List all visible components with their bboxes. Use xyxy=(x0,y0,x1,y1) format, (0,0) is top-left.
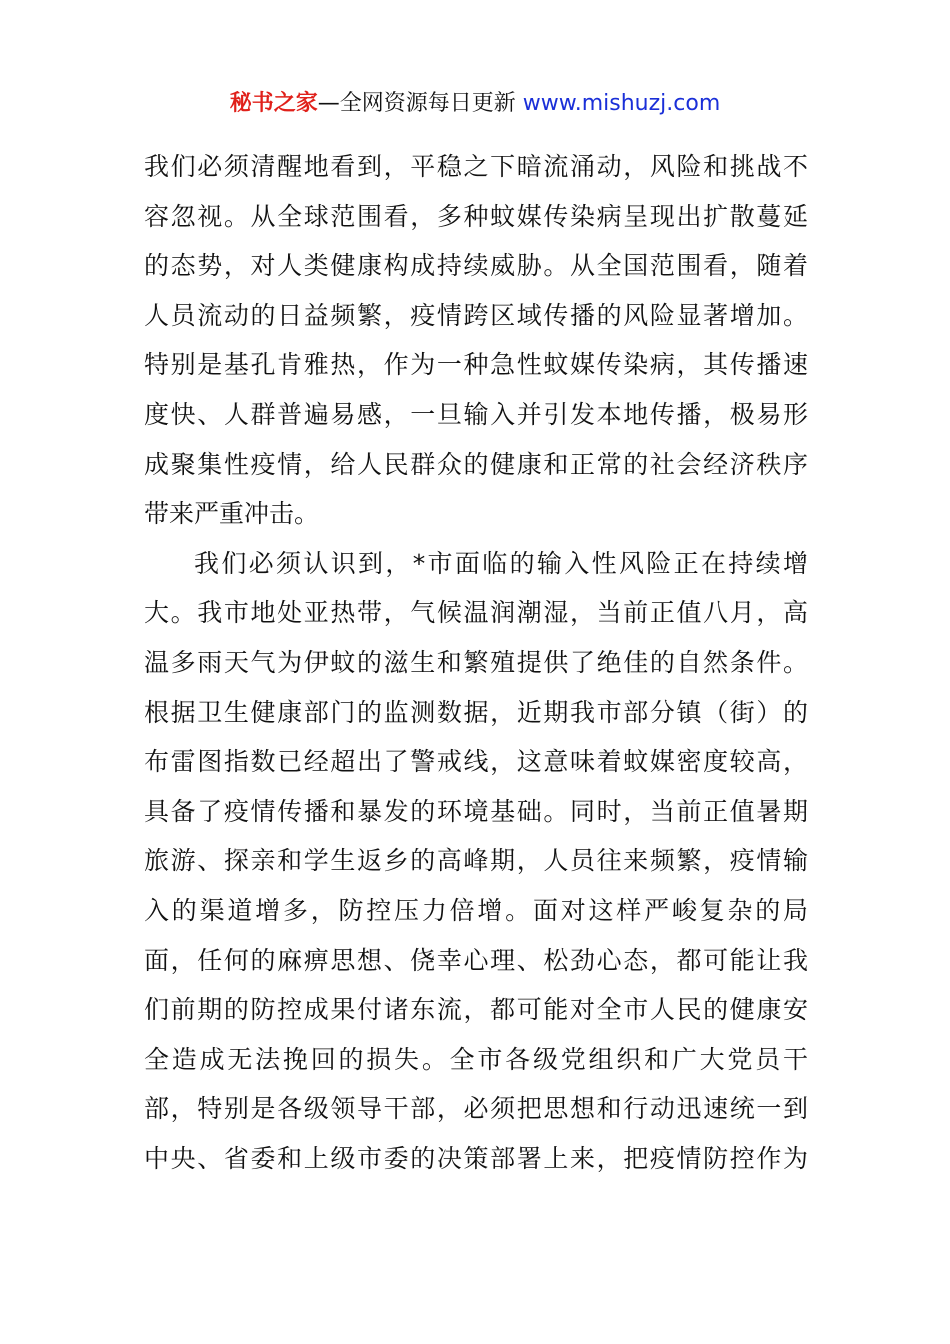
text-line: 温多雨天气为伊蚊的滋生和繁殖提供了绝佳的自然条件。 xyxy=(144,647,808,677)
text-line: 部，特别是各级领导干部，必须把思想和行动迅速统一到 xyxy=(144,1094,808,1124)
paragraph-1 xyxy=(144,142,808,539)
text-line: 的态势，对人类健康构成持续威胁。从全国范围看，随着 xyxy=(144,251,808,281)
header-tagline: —全网资源每日更新 xyxy=(317,91,523,116)
text-line: 我们必须认识到，*市面临的输入性风险正在持续增 xyxy=(194,548,808,578)
text-line: 中央、省委和上级市委的决策部署上来，把疫情防控作为 xyxy=(144,1143,808,1173)
text-line: 带来严重冲击。 xyxy=(144,499,320,529)
text-line: 根据卫生健康部门的监测数据，近期我市部分镇（街）的 xyxy=(144,697,808,727)
text-line: 们前期的防控成果付诸东流，都可能对全市人民的健康安 xyxy=(144,995,808,1025)
text-line: 具备了疫情传播和暴发的环境基础。同时，当前正值暑期 xyxy=(144,796,808,826)
text-line: 大。我市地处亚热带，气候温润潮湿，当前正值八月，高 xyxy=(144,598,808,628)
page-header xyxy=(0,86,950,122)
header-site-link[interactable]: www.mishuzj.com xyxy=(522,91,721,116)
text-line: 我们必须清醒地看到，平稳之下暗流涌动，风险和挑战不 xyxy=(144,152,808,181)
text-line: 度快、人群普遍易感，一旦输入并引发本地传播，极易形 xyxy=(144,399,808,429)
text-line: 成聚集性疫情，给人民群众的健康和正常的社会经济秩序 xyxy=(144,449,808,479)
text-line: 全造成无法挽回的损失。全市各级党组织和广大党员干 xyxy=(144,1044,808,1074)
text-line: 旅游、探亲和学生返乡的高峰期，人员往来频繁，疫情输 xyxy=(144,846,808,876)
text-line: 人员流动的日益频繁，疫情跨区域传播的风险显著增加。 xyxy=(144,300,808,330)
paragraph-2 xyxy=(144,539,808,1184)
text-line: 容忽视。从全球范围看，多种蚊媒传染病呈现出扩散蔓延 xyxy=(144,201,808,231)
header-brand: 秘书之家 xyxy=(229,91,318,116)
text-line: 布雷图指数已经超出了警戒线，这意味着蚊媒密度较高， xyxy=(144,747,808,777)
text-line: 入的渠道增多，防控压力倍增。面对这样严峻复杂的局 xyxy=(144,895,808,925)
document-body xyxy=(144,142,808,1183)
text-line: 特别是基孔肯雅热，作为一种急性蚊媒传染病，其传播速 xyxy=(144,350,808,380)
text-line: 面，任何的麻痹思想、侥幸心理、松劲心态，都可能让我 xyxy=(144,945,808,975)
